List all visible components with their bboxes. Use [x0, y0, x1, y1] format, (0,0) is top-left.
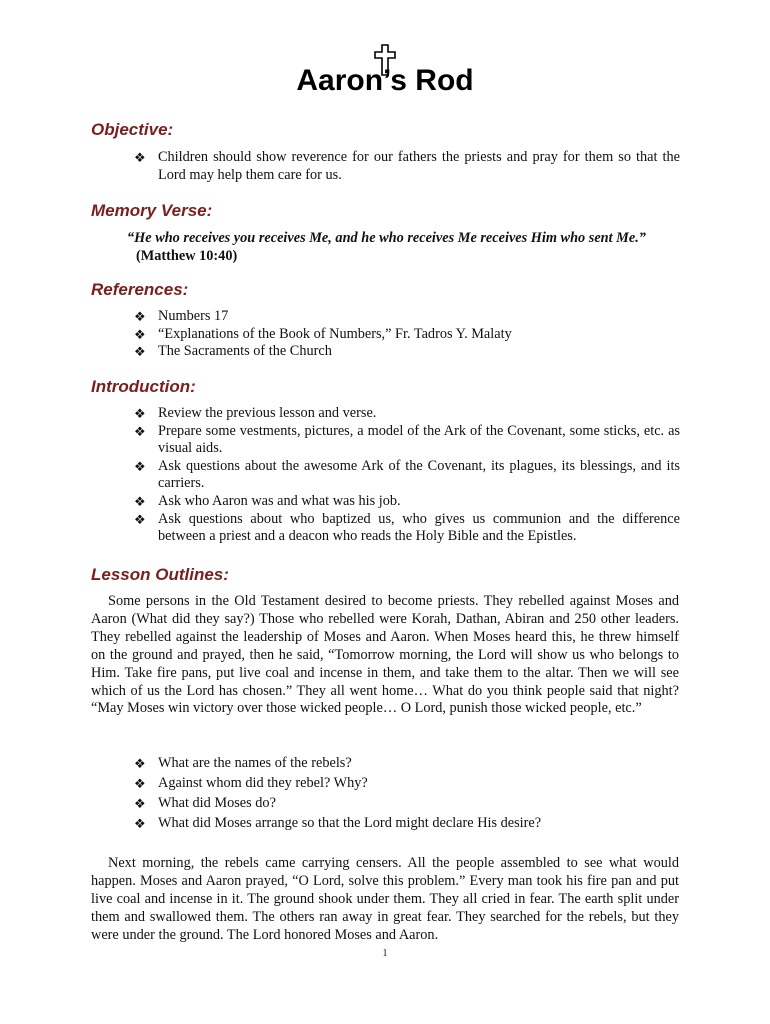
list-item: ❖ Ask questions about who baptized us, who gives us communion and the difference between a priest and a deacon who reads the Holy Bible and the Epistles.	[134, 510, 680, 545]
introduction-list	[134, 405, 680, 546]
bullet-icon: ❖	[134, 776, 146, 792]
bullet-icon: ❖	[134, 816, 146, 832]
verse-quote: “He who receives you receives Me, and he who receives Me receives Him who sent Me.”	[127, 230, 646, 246]
bullet-icon: ❖	[134, 458, 146, 474]
lesson-paragraph-1: Some persons in the Old Testament desired to become priests. They rebelled against Moses and Aaron (What did they say?) Those who rebelled were Korah, Dathan, Abiran and 250 other leaders. They rebelled against the leadership of Moses and Aaron. When Moses heard this, he threw himself on the ground and prayed, then he said, “Tomorrow morning, the Lord will show us who belongs to Him. Take fire pans, put live coal and incense in them, and take them to the altar. Then we will see which of us the Lord has chosen.” They all went home… What do you think people said that night? “May Moses win victory over those wicked people… O Lord, punish those wicked people, etc.”	[91, 593, 679, 717]
list-item: ❖ Prepare some vestments, pictures, a model of the Ark of the Covenant, some sticks, etc. as visual aids.	[134, 422, 680, 457]
objective-list	[134, 149, 680, 184]
list-item: ❖ What did Moses arrange so that the Lord might declare His desire?	[134, 815, 542, 832]
page-number: 1	[382, 948, 388, 959]
bullet-icon: ❖	[134, 756, 146, 771]
list-item: ❖ Review the previous lesson and verse.	[134, 405, 377, 421]
references-heading: References:	[91, 280, 189, 299]
list-item: ❖ What did Moses do?	[134, 795, 276, 812]
bullet-icon: ❖	[134, 511, 146, 527]
list-item: ❖ What are the names of the rebels?	[134, 755, 352, 771]
objective-heading: Objective:	[91, 120, 174, 139]
lesson-questions-list	[134, 755, 680, 833]
memory-verse-heading: Memory Verse:	[91, 201, 213, 220]
list-item: ❖ “Explanations of the Book of Numbers,” Fr. Tadros Y. Malaty	[134, 325, 512, 342]
bullet-icon: ❖	[134, 150, 146, 165]
list-item: ❖ Ask who Aaron was and what was his job.	[134, 492, 401, 509]
list-item: ❖ The Sacraments of the Church	[134, 343, 332, 360]
lesson-outlines-heading: Lesson Outlines:	[91, 565, 229, 584]
introduction-heading: Introduction:	[91, 377, 196, 396]
list-item: ❖ Against whom did they rebel? Why?	[134, 775, 368, 792]
list-item: ❖ Ask questions about the awesome Ark of the Covenant, its plagues, its blessings, and its carriers.	[134, 457, 680, 492]
verse-reference: (Matthew 10:40)	[136, 248, 238, 264]
page-title: Aaron’s Rod	[296, 64, 474, 97]
references-list	[134, 308, 680, 361]
bullet-icon: ❖	[134, 344, 146, 360]
list-item: ❖ Children should show reverence for our fathers the priests and pray for them so that the Lord may help them care for us.	[134, 149, 680, 183]
bullet-icon: ❖	[134, 326, 146, 342]
bullet-icon: ❖	[134, 423, 146, 439]
lesson-paragraph-2: Next morning, the rebels came carrying censers. All the people assembled to see what would happen. Moses and Aaron prayed, “O Lord, solve this problem.” Every man took his fire pan and put live coal and incense in it. The ground shook under them. They all cried in fear. The earth split under them and swallowed them. The others ran away in great fear. They searched for the rebels, but they were under the ground. The Lord honored Moses and Aaron.	[91, 855, 679, 943]
bullet-icon: ❖	[134, 796, 146, 812]
memory-verse	[127, 229, 687, 265]
list-item: ❖ Numbers 17	[134, 308, 229, 324]
bullet-icon: ❖	[134, 406, 146, 421]
bullet-icon: ❖	[134, 309, 146, 324]
bullet-icon: ❖	[134, 493, 146, 509]
